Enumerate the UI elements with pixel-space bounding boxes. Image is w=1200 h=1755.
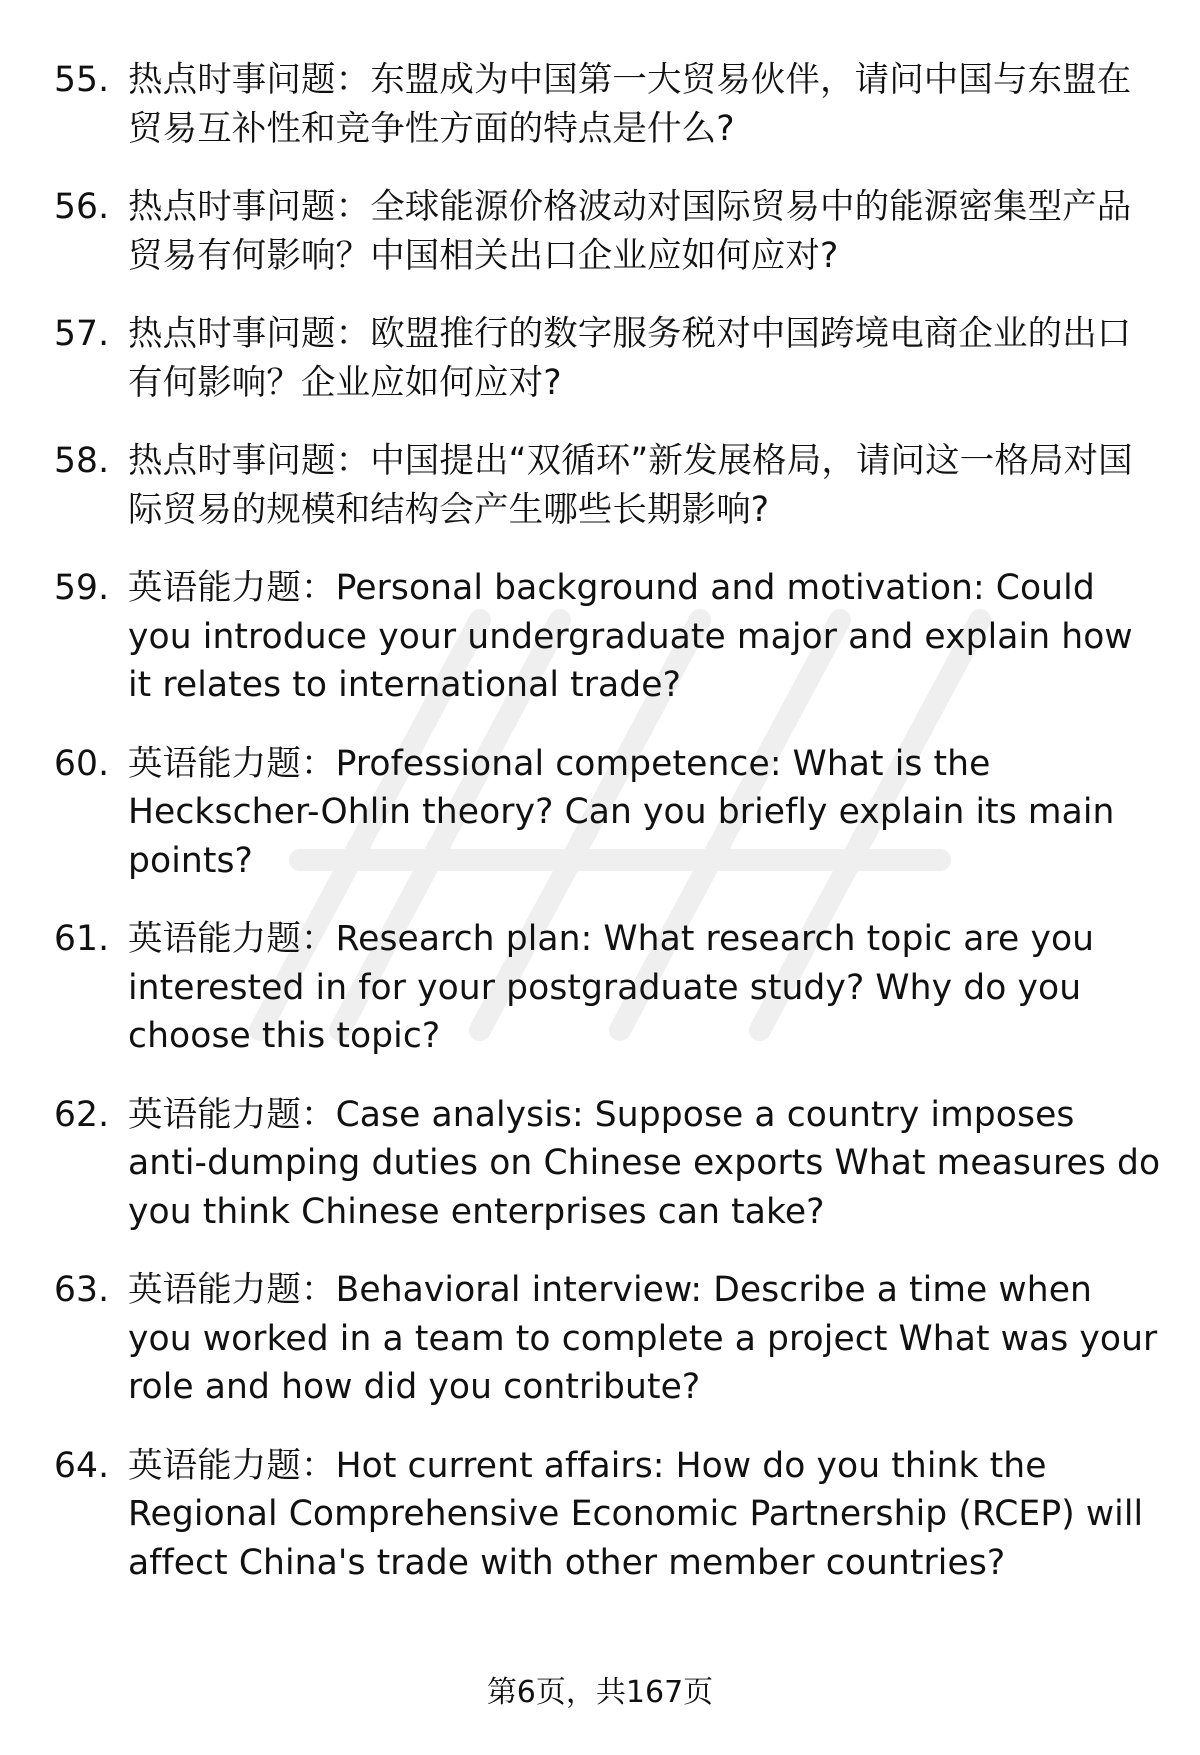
question-text: 英语能力题：Behavioral interview: Describe a time when you worked in a team to complete a project What was your role and how did you contribute?: [128, 1270, 1158, 1407]
question-item: [0, 915, 1200, 1061]
question-number: 61.: [54, 919, 110, 959]
question-number: 57.: [54, 314, 110, 354]
page-footer: 第6页，共167页: [486, 1675, 714, 1710]
question-number: 63.: [54, 1270, 110, 1310]
question-item: [0, 56, 1200, 153]
question-text: 英语能力题：Hot current affairs: How do you think the Regional Comprehensive Economic Partnership (RCEP) will affect China's trade with other member countries?: [128, 1445, 1144, 1583]
question-list: [0, 56, 1200, 1617]
question-item: [0, 437, 1200, 534]
question-number: 60.: [54, 743, 110, 784]
question-item: [0, 310, 1200, 407]
question-number: 64.: [54, 1445, 110, 1486]
question-number: 62.: [54, 1094, 110, 1135]
question-number: 59.: [54, 568, 110, 608]
question-text: 热点时事问题：全球能源价格波动对国际贸易中的能源密集型产品贸易有何影响？中国相关出口企业应如何应对?: [128, 187, 1132, 276]
question-text: 英语能力题：Case analysis: Suppose a country imposes anti-dumping duties on Chinese exports What measures do you think Chinese enterprises can take?: [128, 1094, 1161, 1232]
question-item: [0, 740, 1200, 886]
question-item: [0, 564, 1200, 710]
question-item: [0, 183, 1200, 280]
question-item: [0, 1266, 1200, 1412]
question-number: 56.: [54, 187, 110, 227]
question-text: 英语能力题：Professional competence: What is the Heckscher-Ohlin theory? Can you briefly explain its main points?: [128, 743, 1115, 881]
question-text: 热点时事问题：东盟成为中国第一大贸易伙伴，请问中国与东盟在贸易互补性和竞争性方面的特点是什么?: [128, 60, 1132, 149]
question-text: 英语能力题：Personal background and motivation: Could you introduce your undergraduate major and explain how it relates to international trade?: [128, 568, 1133, 705]
question-text: 热点时事问题：欧盟推行的数字服务税对中国跨境电商企业的出口有何影响？企业应如何应对?: [128, 314, 1132, 403]
question-number: 55.: [54, 60, 110, 100]
question-item: [0, 1091, 1200, 1237]
question-text: 英语能力题：Research plan: What research topic are you interested in for your postgraduate study? Why do you choose this topic?: [128, 919, 1095, 1056]
question-item: [0, 1442, 1200, 1588]
question-number: 58.: [54, 441, 110, 481]
question-text: 热点时事问题：中国提出“双循环”新发展格局，请问这一格局对国际贸易的规模和结构会产生哪些长期影响?: [128, 441, 1133, 530]
